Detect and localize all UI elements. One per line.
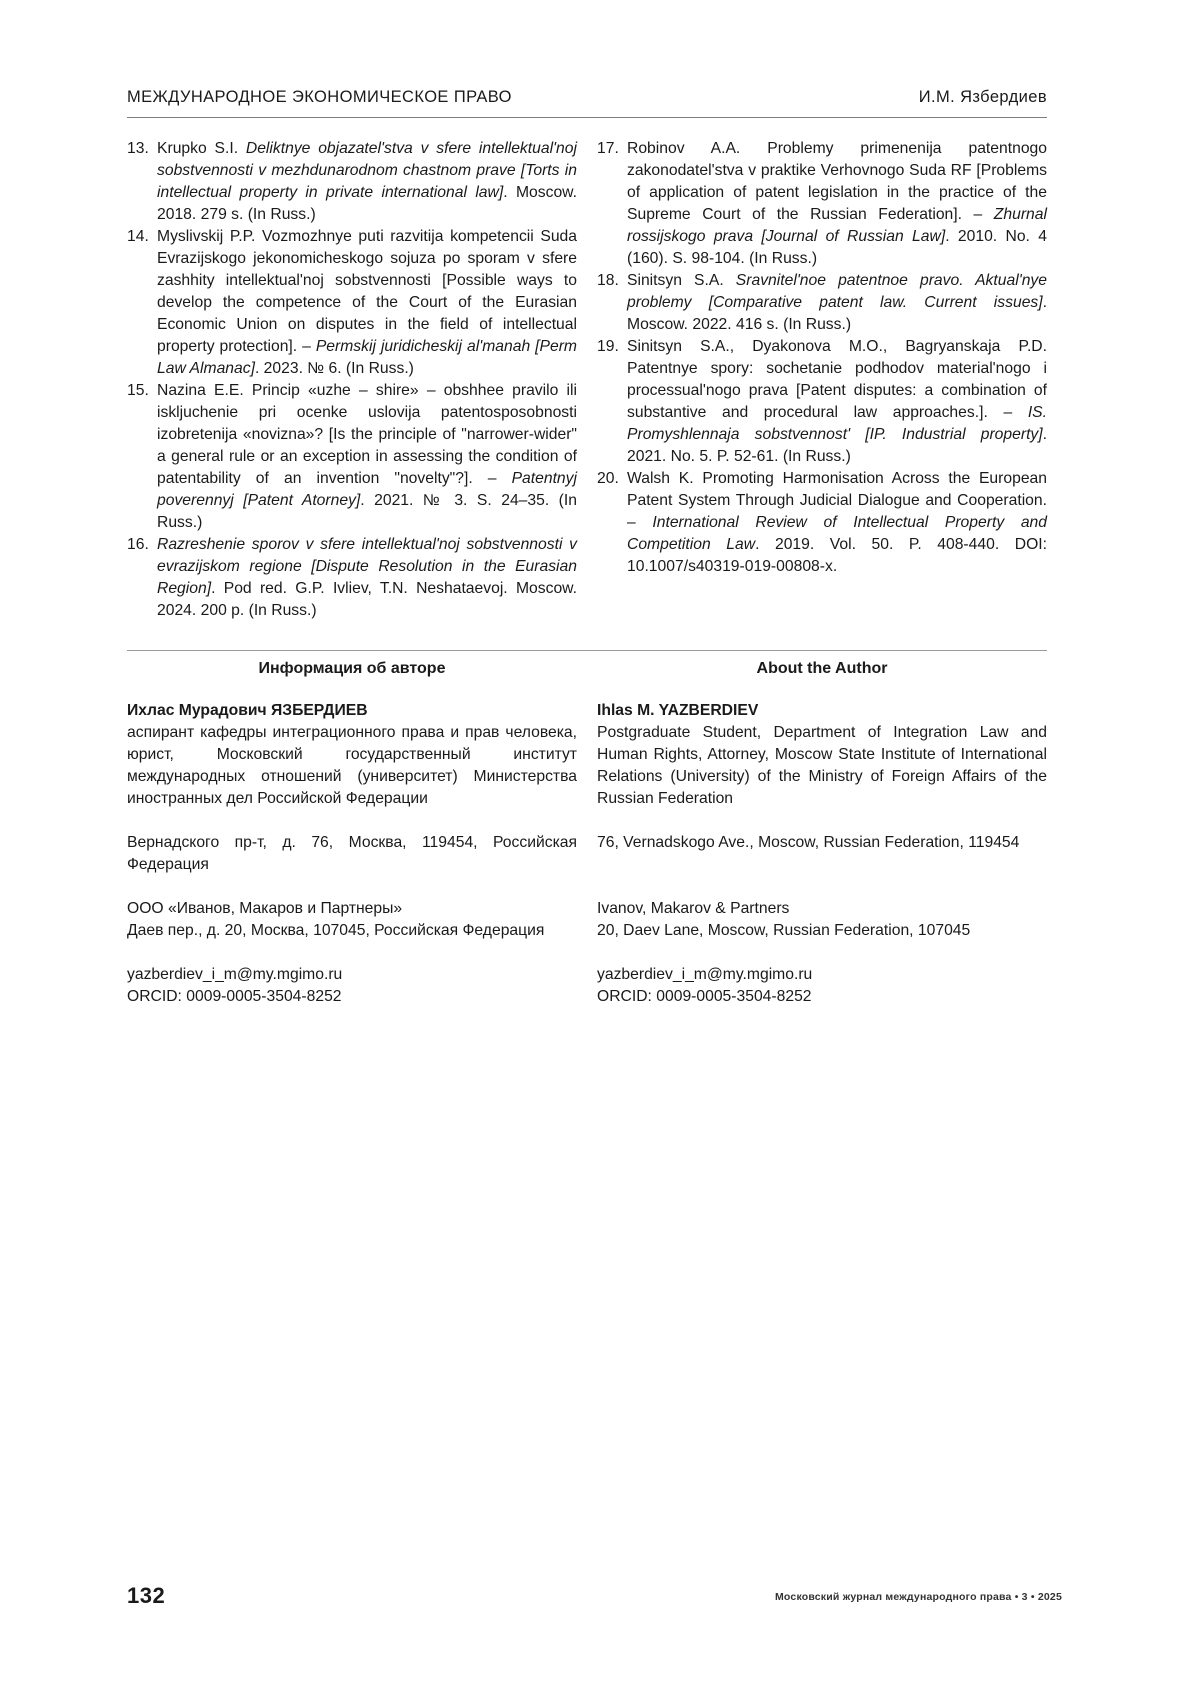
reference-column-left bbox=[127, 138, 577, 622]
reference-number: 16. bbox=[127, 534, 157, 622]
reference-number: 19. bbox=[597, 336, 627, 468]
author-orcid-en: ORCID: 0009-0005-3504-8252 bbox=[597, 986, 1047, 1008]
author-name-en: Ihlas M. YAZBERDIEV bbox=[597, 700, 1047, 722]
reference-item bbox=[127, 138, 577, 226]
author-company-address-ru: Даев пер., д. 20, Москва, 107045, Российская Федерация bbox=[127, 920, 577, 942]
journal-section-title: МЕЖДУНАРОДНОЕ ЭКОНОМИЧЕСКОЕ ПРАВО bbox=[127, 88, 512, 107]
author-position-en: Postgraduate Student, Department of Integration Law and Human Rights, Attorney, Moscow State Institute of International Relations (University) of the Ministry of Foreign Affairs of the Russian Federation bbox=[597, 722, 1047, 810]
reference-text: Sinitsyn S.A. Sravnitel'noe patentnoe pravo. Aktual'nye problemy [Comparative patent law. Current issues]. Moscow. 2022. 416 s. (In Russ.) bbox=[627, 270, 1047, 336]
author-heading-en: About the Author bbox=[597, 658, 1047, 680]
reference-text: Myslivskij P.P. Vozmozhnye puti razvitija kompetencii Suda Evrazijskogo jekonomicheskogo sojuza po sporam v sfere zashhity intellektual'noj sobstvennosti [Possible ways to develop the competence of the Court of the Eurasian Economic Union on disputes in the field of intellectual property protection]. – Permskij juridicheskij al'manah [Perm Law Almanac]. 2023. № 6. (In Russ.) bbox=[157, 226, 577, 380]
page-number: 132 bbox=[127, 1583, 165, 1609]
author-info-en bbox=[597, 658, 1047, 1008]
reference-item bbox=[127, 226, 577, 380]
author-company-ru: ООО «Иванов, Макаров и Партнеры» bbox=[127, 898, 577, 920]
author-orcid-ru: ORCID: 0009-0005-3504-8252 bbox=[127, 986, 577, 1008]
reference-text: Walsh K. Promoting Harmonisation Across the European Patent System Through Judicial Dialogue and Cooperation. – International Review of Intellectual Property and Competition Law. 2019. Vol. 50. P. 408-440. DOI: 10.1007/s40319-019-00808-x. bbox=[627, 468, 1047, 578]
reference-number: 20. bbox=[597, 468, 627, 578]
reference-text: Razreshenie sporov v sfere intellektual'noj sobstvennosti v evrazijskom regione [Dispute Resolution in the Eurasian Region]. Pod red. G.P. Ivliev, T.N. Neshataevoj. Moscow. 2024. 200 p. (In Russ.) bbox=[157, 534, 577, 622]
reference-number: 13. bbox=[127, 138, 157, 226]
header-author: И.М. Язбердиев bbox=[919, 88, 1047, 107]
reference-text: Robinov A.A. Problemy primenenija patentnogo zakonodatel'stva v praktike Verhovnogo Suda RF [Problems of application of patent legislation in the practice of the Supreme Court of the Russian Federation]. – Zhurnal rossijskogo prava [Journal of Russian Law]. 2010. No. 4 (160). S. 98-104. (In Russ.) bbox=[627, 138, 1047, 270]
author-position-ru: аспирант кафедры интеграционного права и прав человека, юрист, Московский государственный институт международных отношений (университет) Министерства иностранных дел Российской Федерации bbox=[127, 722, 577, 810]
reference-number: 14. bbox=[127, 226, 157, 380]
author-info-ru bbox=[127, 658, 577, 1008]
reference-number: 15. bbox=[127, 380, 157, 534]
reference-text: Sinitsyn S.A., Dyakonova M.O., Bagryanskaja P.D. Patentnye spory: sochetanie podhodov material'nogo i processual'nogo prava [Patent disputes: a combination of substantive and procedural law approaches.]. – IS. Promyshlennaja sobstvennost' [IP. Industrial property]. 2021. No. 5. P. 52-61. (In Russ.) bbox=[627, 336, 1047, 468]
author-company-address-en: 20, Daev Lane, Moscow, Russian Federation, 107045 bbox=[597, 920, 1047, 942]
author-email-ru[interactable]: yazberdiev_i_m@my.mgimo.ru bbox=[127, 964, 577, 986]
reference-list bbox=[127, 138, 1047, 622]
reference-item bbox=[597, 270, 1047, 336]
reference-text: Krupko S.I. Deliktnye objazatel'stva v sfere intellektual'noj sobstvennosti v mezhdunarodnom chastnom prave [Torts in intellectual property in private international law]. Moscow. 2018. 279 s. (In Russ.) bbox=[157, 138, 577, 226]
author-info bbox=[127, 658, 1047, 1008]
author-heading-ru: Информация об авторе bbox=[127, 658, 577, 680]
reference-text: Nazina E.E. Princip «uzhe – shire» – obshhee pravilo ili iskljuchenie pri ocenke uslovija patentosposobnosti izobretenija «novizna»? [Is the principle of "narrower-wider" a general rule or an exception in assessing the condition of patentability of an invention "novelty"?]. – Patentnyj poverennyj [Patent Atorney]. 2021. № 3. S. 24–35. (In Russ.) bbox=[157, 380, 577, 534]
section-divider bbox=[127, 650, 1047, 651]
reference-item bbox=[127, 380, 577, 534]
author-name-ru: Ихлас Мурадович ЯЗБЕРДИЕВ bbox=[127, 700, 577, 722]
reference-number: 18. bbox=[597, 270, 627, 336]
reference-number: 17. bbox=[597, 138, 627, 270]
author-address-ru: Вернадского пр-т, д. 76, Москва, 119454, Российская Федерация bbox=[127, 832, 577, 876]
reference-item bbox=[597, 336, 1047, 468]
journal-footer: Московский журнал международного права • 3 • 2025 bbox=[775, 1591, 1062, 1603]
author-company-en: Ivanov, Makarov & Partners bbox=[597, 898, 1047, 920]
reference-item bbox=[597, 138, 1047, 270]
running-header bbox=[127, 88, 1047, 118]
author-email-en[interactable]: yazberdiev_i_m@my.mgimo.ru bbox=[597, 964, 1047, 986]
reference-item bbox=[127, 534, 577, 622]
author-address-en: 76, Vernadskogo Ave., Moscow, Russian Federation, 119454 bbox=[597, 832, 1047, 854]
reference-column-right bbox=[597, 138, 1047, 622]
reference-item bbox=[597, 468, 1047, 578]
